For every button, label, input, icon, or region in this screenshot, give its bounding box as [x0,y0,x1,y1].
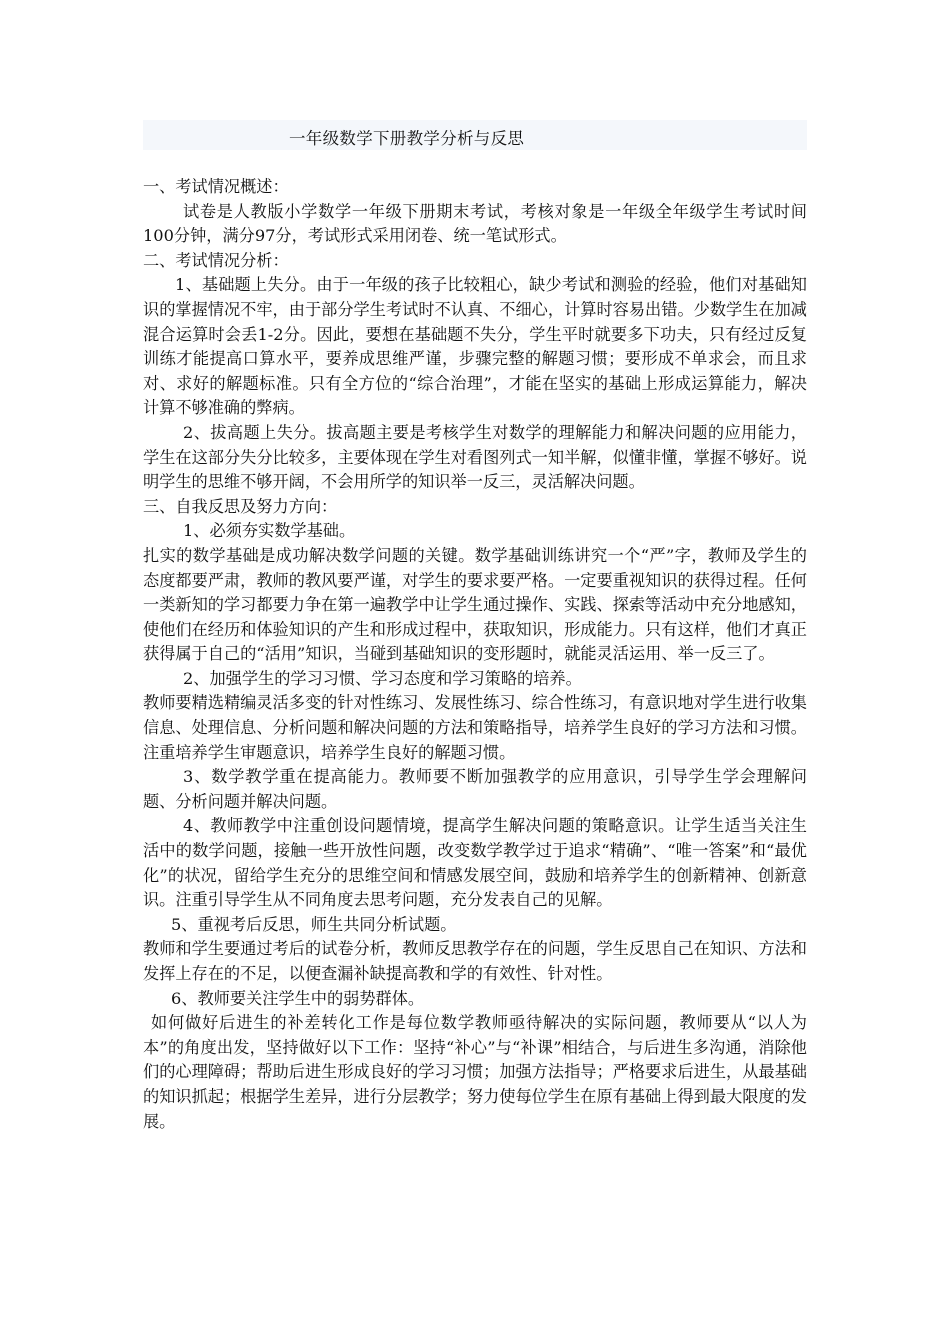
paragraph: 教师和学生要通过考后的试卷分析，教师反思教学存在的问题，学生反思自己在知识、方法和发挥上存在的不足，以便查漏补缺提高教和学的有效性、针对性。 [143,939,807,983]
paragraph: 扎实的数学基础是成功解决数学问题的关键。数学基础训练讲究一个“严”字，教师及学生的态度都要严肃，教师的教风要严谨，对学生的要求要严格。一定要重视知识的获得过程。任何一类新知的学习都要力争在第一遍教学中让学生通过操作、实践、探索等活动中充分地感知，使他们在经历和体验知识的产生和形成过程中，获取知识，形成能力。只有这样，他们才真正获得属于自己的“活用”知识，当碰到基础知识的变形题时，就能灵活运用、举一反三了。 [143,545,807,664]
paragraph: 2、拔高题上失分。拔高题主要是考核学生对数学的理解能力和解决问题的应用能力，学生在这部分失分比较多，主要体现在学生对看图列式一知半解，似懂非懂，掌握不够好。说明学生的思维不够开阔，不会用所学的知识举一反三，灵活解决问题。 [143,422,807,492]
document-body [143,175,807,1134]
section-heading: 一、考试情况概述： [143,177,289,196]
paragraph: 试卷是人教版小学数学一年级下册期末考试，考核对象是一年级全年级学生考试时间100分钟，满分97分，考试形式采用闭卷、统一笔试形式。 [143,201,807,246]
subheading: 2、加强学生的学习习惯、学习态度和学习策略的培养。 [183,668,582,688]
paragraph: 3、数学教学重在提高能力。教师要不断加强教学的应用意识，引导学生学会理解问题、分析问题并解决问题。 [143,767,807,811]
document-title: 一年级数学下册教学分析与反思 [289,129,525,148]
document-page [143,120,807,1134]
subheading: 1、必须夯实数学基础。 [183,521,356,541]
section-heading: 二、考试情况分析： [143,250,289,270]
paragraph: 教师要精选精编灵活多变的针对性练习、发展性练习、综合性练习，有意识地对学生进行收集信息、处理信息、分析问题和解决问题的方法和策略指导，培养学生良好的学习方法和习惯。注重培养学生审题意识，培养学生良好的解题习惯。 [143,693,807,762]
title-band [143,120,807,150]
subheading: 6、教师要关注学生中的弱势群体。 [171,988,425,1008]
paragraph: 如何做好后进生的补差转化工作是每位数学教师亟待解决的实际问题，教师要从“以人为本”的角度出发，坚持做好以下工作：坚持“补心”与“补课”相结合，与后进生多沟通，消除他们的心理障碍；帮助后进生形成良好的学习习惯；加强方法指导；严格要求后进生，从最基础的知识抓起；根据学生差异，进行分层教学；努力使每位学生在原有基础上得到最大限度的发展。 [143,1013,807,1131]
paragraph: 4、教师教学中注重创设问题情境，提高学生解决问题的策略意识。让学生适当关注生活中的数学问题，接触一些开放性问题，改变数学教学过于追求“精确”、“唯一答案”和“最优化”的状况，留给学生充分的思维空间和情感发展空间，鼓励和培养学生的创新精神、创新意识。注重引导学生从不同角度去思考问题，充分发表自己的见解。 [143,816,807,910]
paragraph: 1、基础题上失分。由于一年级的孩子比较粗心，缺少考试和测验的经验，他们对基础知识的掌握情况不牢，由于部分学生考试时不认真、不细心，计算时容易出错。少数学生在加减混合运算时会丢1-2分。因此，要想在基础题不失分，学生平时就要多下功夫，只有经过反复训练才能提高口算水平，要养成思维严谨，步骤完整的解题习惯；要形成不单求会，而且求对、求好的解题标准。只有全方位的“综合治理”，才能在坚实的基础上形成运算能力，解决计算不够准确的弊病。 [143,275,807,418]
section-heading: 三、自我反思及努力方向： [143,496,338,516]
subheading: 5、重视考后反思，师生共同分析试题。 [171,914,457,934]
